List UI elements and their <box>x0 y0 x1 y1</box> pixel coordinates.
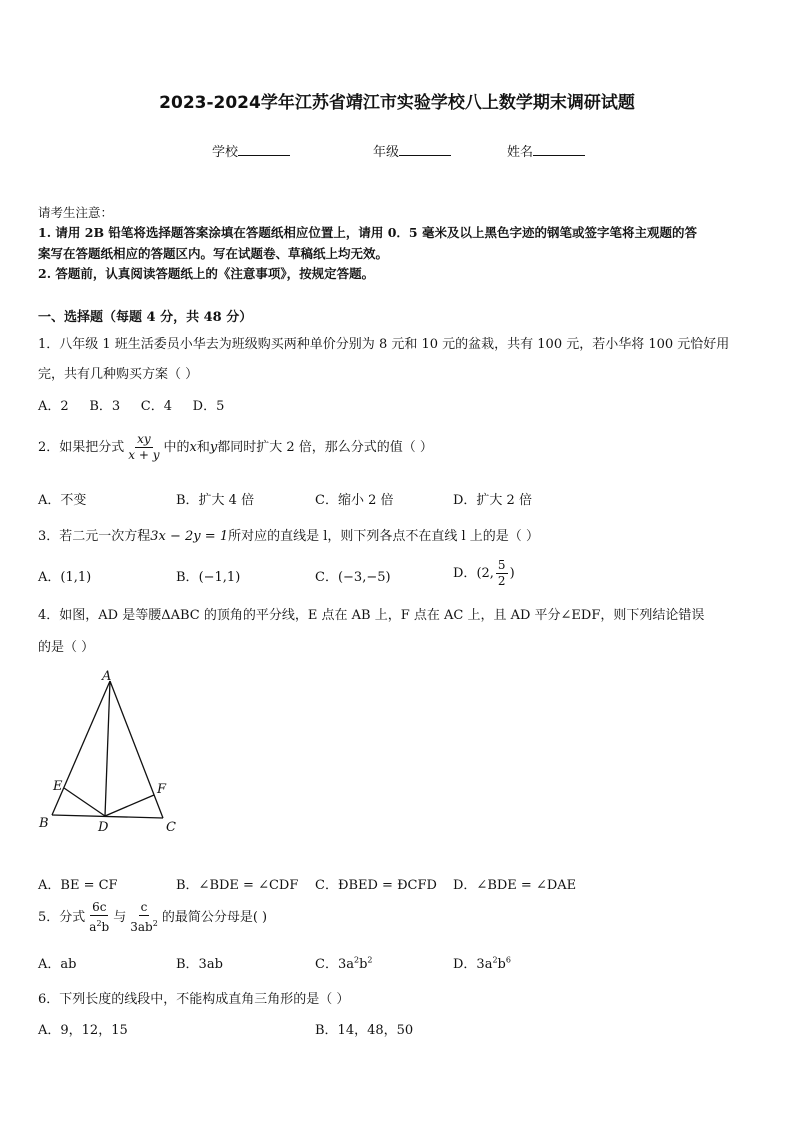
question-1-line-2: 完，共有几种购买方案（ ） <box>38 367 199 382</box>
notice-item-1-line-2: 案写在答题纸相应的答题区内。写在试题卷、草稿纸上均无效。 <box>38 246 389 261</box>
label-e: E <box>53 779 63 794</box>
q4-option-c: C．ĐBED = ĐCFD <box>315 878 437 893</box>
q5-d-pre: D．3a <box>453 957 493 972</box>
q3-option-a <box>38 566 91 585</box>
q2-suffix: 都同时扩大 2 倍，那么分式的值（ ） <box>217 440 433 455</box>
q5-prefix: 5．分式 <box>38 910 86 925</box>
q2-option-d: D．扩大 2 倍 <box>453 493 532 508</box>
q5-f2-den <box>128 916 160 935</box>
q3-d-den: 2 <box>497 574 506 588</box>
q5-f1-den <box>87 916 111 935</box>
q3-b-label: B． <box>176 570 199 585</box>
q5-d-mid: b <box>497 957 506 972</box>
q2-var-y: y <box>209 440 218 455</box>
q5-c-pre: C．3a <box>315 957 354 972</box>
q3-equation: 3x − 2y = 1 <box>150 529 229 544</box>
q3-option-d <box>453 558 515 589</box>
question-2-stem <box>38 432 433 463</box>
q3-d-post: ) <box>509 566 515 581</box>
label-a: A <box>102 669 112 684</box>
question-5-stem <box>38 900 267 935</box>
grade-blank <box>399 143 451 156</box>
label-c: C <box>166 820 176 835</box>
q3-a-value: (1,1) <box>60 570 92 585</box>
name-blank <box>533 143 585 156</box>
section-heading: 一、选择题（每题 4 分，共 48 分） <box>38 310 253 325</box>
q2-and: 和 <box>196 440 210 455</box>
label-d: D <box>98 820 109 835</box>
question-4-line-1: 4．如图，AD 是等腰ΔABC 的顶角的平分线，E 点在 AB 上，F 点在 AC 上，且 AD 平分∠EDF，则下列结论错误 <box>38 608 705 623</box>
q3-option-b <box>176 566 240 585</box>
side-ab <box>52 681 110 815</box>
q5-f1-den-exp: 2 <box>96 919 102 928</box>
q5-f2-num: c <box>140 900 148 914</box>
q3-c-label: C． <box>315 570 338 585</box>
q5-f2-den-a: 3ab <box>130 920 153 934</box>
q5-fraction-2 <box>128 900 160 935</box>
label-f: F <box>157 782 167 797</box>
q6-option-b: B．14，48，50 <box>315 1023 414 1038</box>
q3-d-pre: (2, <box>476 566 494 581</box>
grade-field <box>373 141 451 160</box>
grade-label: 年级 <box>373 145 400 160</box>
q3-prefix: 3．若二元一次方程 <box>38 529 151 544</box>
q5-fraction-1 <box>87 900 111 935</box>
question-6-stem: 6．下列长度的线段中，不能构成直角三角形的是（ ） <box>38 992 350 1007</box>
name-field <box>507 141 585 160</box>
q2-fraction <box>126 432 161 463</box>
q5-f1-num: 6c <box>92 900 107 914</box>
q2-frac-den: x + y <box>128 448 160 462</box>
question-1-options: A．2 B．3 C．4 D．5 <box>38 399 225 414</box>
question-4-line-2: 的是（ ） <box>38 640 95 655</box>
q5-f1-den-b: b <box>101 920 110 934</box>
notice-item-1-line-1: 1. 请用 2B 铅笔将选择题答案涂填在答题纸相应位置上，请用 0．5 毫米及以上黑色字迹的钢笔或签字笔将主观题的答 <box>38 225 697 240</box>
school-label: 学校 <box>212 145 239 160</box>
segment-de <box>64 788 105 816</box>
q2-prefix: 2．如果把分式 <box>38 440 125 455</box>
q2-var-x: x <box>189 440 197 455</box>
q5-c-exp-1: 2 <box>353 955 360 965</box>
q5-option-b: B．3ab <box>176 957 223 972</box>
q4-option-d: D．∠BDE = ∠DAE <box>453 878 577 893</box>
q5-option-a: A．ab <box>38 957 77 972</box>
q6-option-a: A．9，12，15 <box>38 1023 128 1038</box>
q5-c-mid: b <box>359 957 368 972</box>
q5-f2-den-exp: 2 <box>152 919 158 928</box>
question-1-line-1: 1．八年级 1 班生活委员小华去为班级购买两种单价分别为 8 元和 10 元的盆栽，共有 100 元，若小华将 100 元恰好用 <box>38 337 730 352</box>
q3-d-num: 5 <box>497 558 506 572</box>
q5-d-exp-1: 2 <box>492 955 498 965</box>
q5-f1-den-a: a <box>89 920 97 934</box>
q5-d-exp-2: 6 <box>505 955 511 965</box>
page-title: 2023-2024学年江苏省靖江市实验学校八上数学期末调研试题 <box>159 93 635 113</box>
q4-option-a: A．BE = CF <box>38 878 118 893</box>
q5-option-d <box>453 953 511 972</box>
q3-d-label: D． <box>453 566 477 581</box>
segment-ad <box>105 681 110 816</box>
q4-option-b: B．∠BDE = ∠CDF <box>176 878 299 893</box>
q5-suffix: 的最简公分母是( ) <box>161 910 268 925</box>
label-b: B <box>39 816 49 831</box>
q3-suffix: 所对应的直线是 l，则下列各点不在直线 l 上的是（ ） <box>228 529 539 544</box>
school-blank <box>238 143 290 156</box>
school-field <box>212 141 290 160</box>
notice-item-2: 2. 答题前，认真阅读答题纸上的《注意事项》，按规定答题。 <box>38 266 375 281</box>
triangle-figure <box>30 665 190 840</box>
q5-c-exp-2: 2 <box>367 955 373 965</box>
q2-option-a: A．不变 <box>38 493 87 508</box>
q5-with: 与 <box>113 910 127 925</box>
side-ac <box>110 681 163 818</box>
q2-option-c: C．缩小 2 倍 <box>315 493 394 508</box>
q2-mid: 中的 <box>163 440 190 455</box>
q2-frac-num: xy <box>137 432 151 446</box>
q5-option-c <box>315 953 372 972</box>
q2-option-b: B．扩大 4 倍 <box>176 493 255 508</box>
q3-c-value: (−3,−5) <box>337 570 391 585</box>
q3-a-label: A． <box>38 570 61 585</box>
segment-df <box>105 795 154 816</box>
question-3-stem <box>38 525 539 544</box>
notice-heading: 请考生注意： <box>38 205 114 220</box>
name-label: 姓名 <box>507 145 534 160</box>
q3-b-value: (−1,1) <box>198 570 241 585</box>
q3-d-fraction <box>496 558 508 589</box>
q3-option-c <box>315 566 391 585</box>
